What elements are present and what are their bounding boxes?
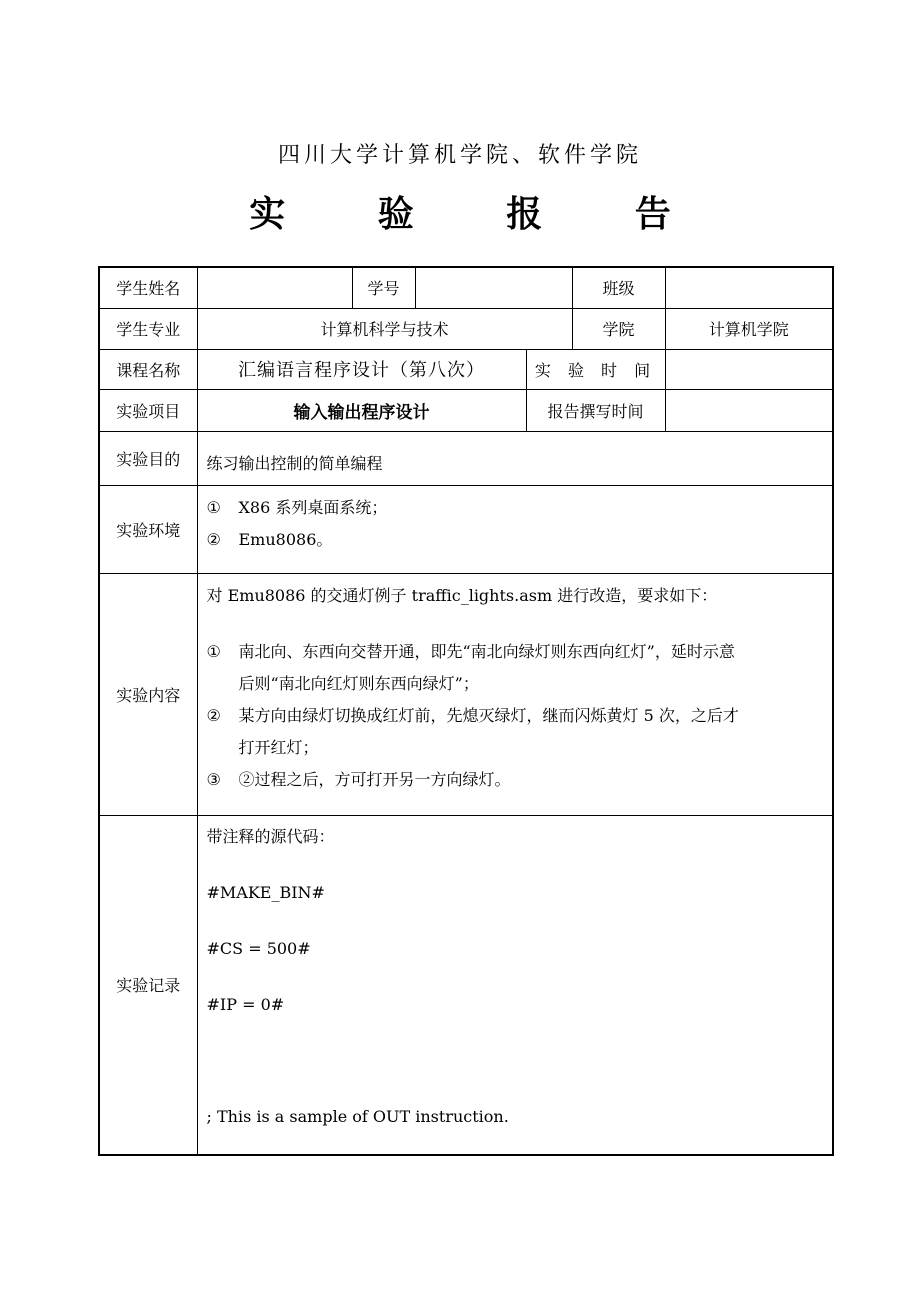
- environment-item: [207, 492, 825, 524]
- course-label: 课程名称: [99, 349, 197, 389]
- course-value: 汇编语言程序设计（第八次）: [197, 349, 526, 389]
- row-purpose: [99, 431, 833, 485]
- student-id-value[interactable]: [415, 267, 572, 308]
- major-value: 计算机科学与技术: [197, 308, 572, 349]
- exp-time-value[interactable]: [665, 349, 833, 389]
- row-record: [99, 815, 833, 1155]
- row-project: [99, 389, 833, 431]
- purpose-label: 实验目的: [99, 431, 197, 485]
- content-intro: 对 Emu8086 的交通灯例子 traffic_lights.asm 进行改造，要求如下：: [206, 585, 718, 605]
- item-number: ①: [206, 641, 221, 661]
- row-major: [99, 308, 833, 349]
- row-student-info: [99, 267, 833, 308]
- record-body: [197, 815, 833, 1155]
- content-label: 实验内容: [99, 573, 197, 815]
- student-name-value[interactable]: [197, 267, 352, 308]
- record-label: 实验记录: [99, 815, 197, 1155]
- item-text-line1: 南北向、东西向交替开通，即先“南北向绿灯则东西向红灯”，延时示意: [238, 641, 735, 661]
- student-name-label: 学生姓名: [99, 267, 197, 308]
- environment-label: 实验环境: [99, 485, 197, 573]
- item-number: ②: [206, 705, 221, 725]
- environment-list: [197, 485, 833, 573]
- item-number: ③: [206, 769, 221, 789]
- code-line: ; This is a sample of OUT instruction.: [206, 1106, 509, 1126]
- content-body: [197, 573, 833, 815]
- class-value[interactable]: [665, 267, 833, 308]
- exp-time-label: 实 验 时 间: [526, 349, 665, 389]
- code-line: #CS = 500#: [206, 938, 311, 958]
- row-course: [99, 349, 833, 389]
- row-content: [99, 573, 833, 815]
- college-label: 学院: [572, 308, 665, 349]
- item-text: Emu8086。: [238, 529, 333, 549]
- report-title: 实 验 报 告: [249, 194, 711, 235]
- row-environment: [99, 485, 833, 573]
- major-label: 学生专业: [99, 308, 197, 349]
- college-value: 计算机学院: [665, 308, 833, 349]
- item-number: ②: [206, 529, 221, 549]
- record-heading: 带注释的源代码：: [206, 826, 335, 846]
- report-time-label: 报告撰写时间: [526, 389, 665, 431]
- environment-item: [207, 524, 825, 556]
- item-text-line2: 后则“南北向红灯则东西向绿灯”；: [238, 673, 479, 693]
- code-line: #IP = 0#: [206, 994, 285, 1014]
- project-value: 输入输出程序设计: [197, 389, 526, 431]
- student-id-label: 学号: [352, 267, 415, 308]
- item-number: ①: [206, 497, 221, 517]
- school-title: 四川大学计算机学院、软件学院: [277, 143, 642, 168]
- report-time-value[interactable]: [665, 389, 833, 431]
- item-text-line1: ②过程之后，方可打开另一方向绿灯。: [238, 769, 511, 789]
- item-text: X86 系列桌面系统；: [238, 497, 388, 517]
- content-item: [207, 636, 825, 668]
- content-item: [207, 764, 825, 796]
- item-text-line2: 打开红灯；: [238, 737, 319, 757]
- code-line: #MAKE_BIN#: [206, 882, 325, 902]
- item-text-line1: 某方向由绿灯切换成红灯前，先熄灭绿灯，继而闪烁黄灯 5 次，之后才: [238, 705, 739, 725]
- project-label: 实验项目: [99, 389, 197, 431]
- content-item: [207, 700, 825, 732]
- report-table: [98, 266, 834, 1156]
- class-label: 班级: [572, 267, 665, 308]
- purpose-text: 练习输出控制的简单编程: [197, 431, 833, 485]
